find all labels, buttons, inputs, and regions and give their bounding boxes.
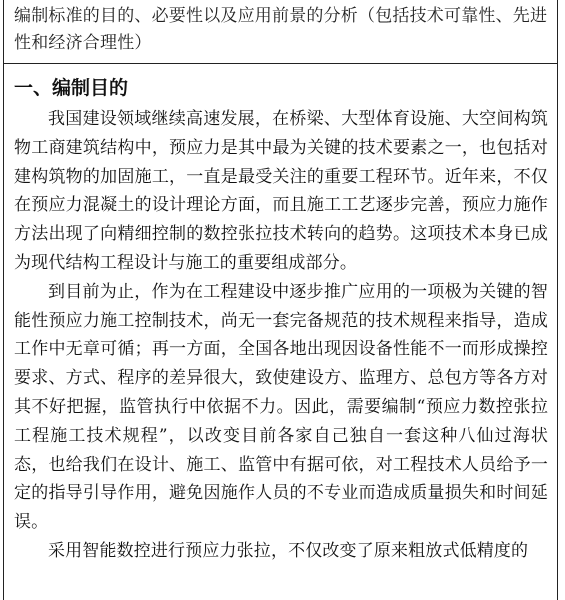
paragraph-2: 到目前为止，作为在工程建设中逐步推广应用的一项极为关键的智能性预应力施工控制技术，尚无一套完备规范的技术规程来指导，造成工作中无章可循；再一方面，全国各地出现因设备性能不一而形成操控要求、方式、程序的差异很大，致使建设方、监理方、总包方等各方对其不好把握，监管执行中依据不力。因此，需要编制“预应力数控张拉工程施工技术规程”，以改变目前各家自己独自一套这种八仙过海状态，也给我们在设计、施工、监管中有据可依，对工程技术人员给予一定的指导引导作用，避免因施作人员的不专业而造成质量损失和时间延误。 [14,281,548,533]
paragraph-1: 我国建设领域继续高速发展，在桥梁、大型体育设施、大空间构筑物工商建筑结构中，预应力是其中最为关键的技术要素之一，也包括对建构筑物的加固施工，一直是最受关注的重要工程环节。近年来，不仅在预应力混凝土的设计理论方面，而且施工工艺逐步完善，预应力施作方法出现了向精细控制的数控张拉技术转向的趋势。这项技术本身已成为现代结构工程设计与施工的重要组成部分。 [14,109,548,273]
header-divider [3,63,558,64]
paragraph-3: 采用智能数控进行预应力张拉，不仅改变了原来粗放式低精度的 [48,540,529,561]
body-content [14,105,548,566]
table-border-right [557,0,558,600]
table-border-left [3,0,4,600]
table-header-cell: 编制标准的目的、必要性以及应用前景的分析（包括技术可靠性、先进性和经济合理性） [14,6,548,53]
section-heading: 一、编制目的 [14,77,129,99]
